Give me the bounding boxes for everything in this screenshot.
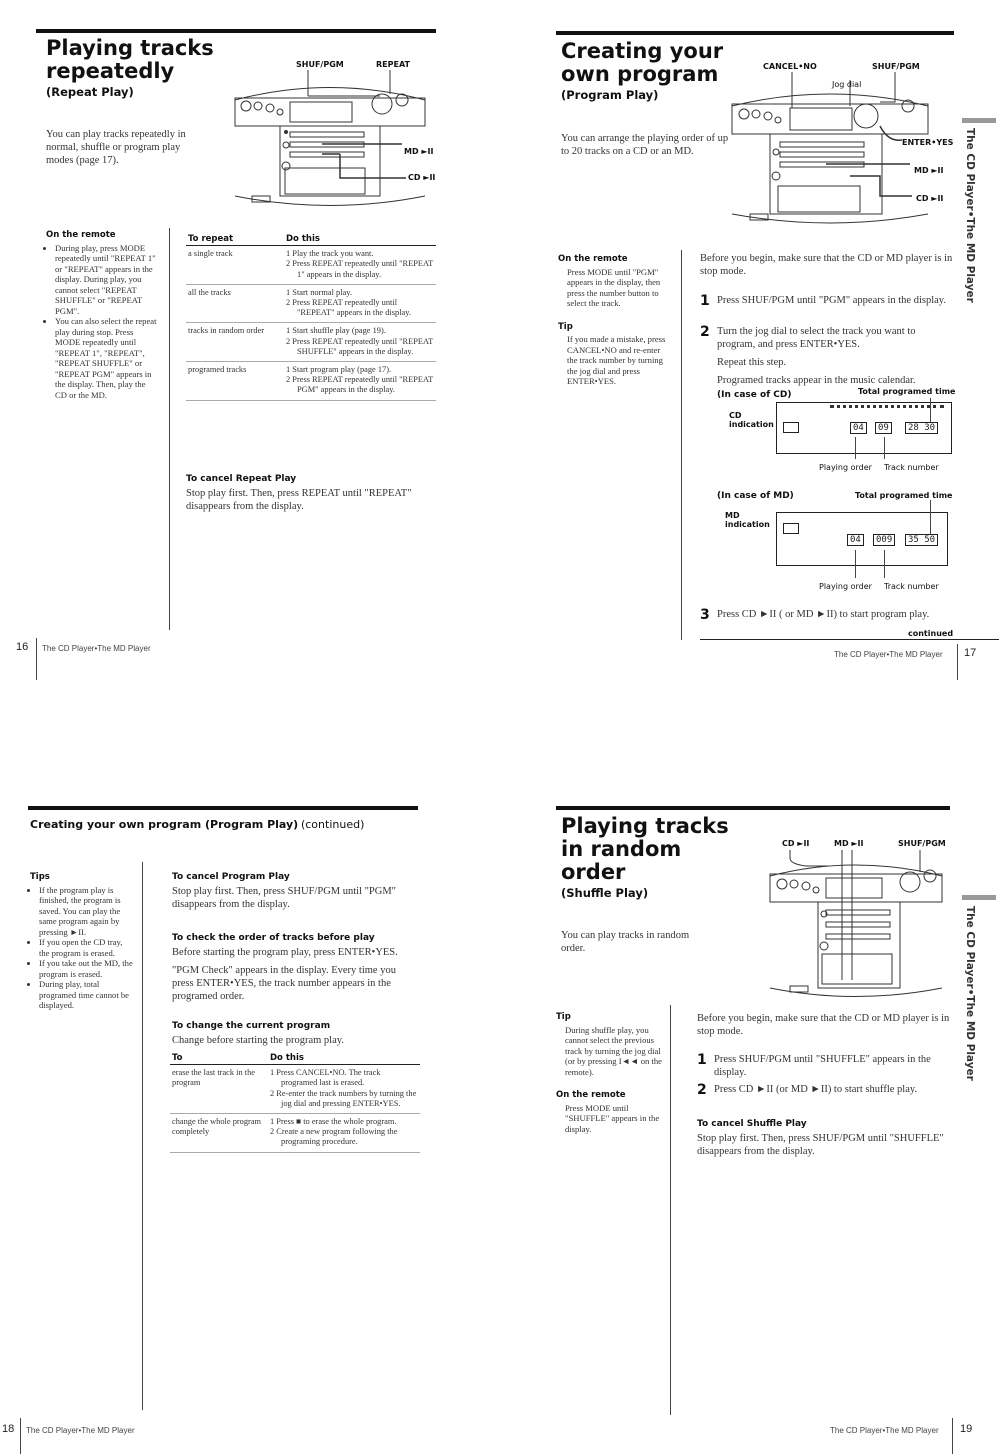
p17-step-number: 1	[700, 293, 710, 309]
p16-row-to: tracks in random order	[186, 323, 284, 362]
p17-md-playing-order: Playing order	[819, 582, 872, 591]
p19-side-tab: The CD Player•The MD Player	[964, 906, 976, 1081]
p17-cd-track-pointer	[884, 437, 885, 459]
p17-step-3	[700, 608, 956, 621]
table-row	[170, 1114, 420, 1153]
p17-label-jog-dial: Jog dial	[832, 80, 862, 89]
table-row	[186, 284, 436, 323]
p16-device-illustration	[230, 70, 430, 220]
p16-label-repeat: REPEAT	[376, 60, 410, 69]
p17-before-text: Before you begin, make sure that the CD or MD player is in stop mode.	[700, 253, 953, 277]
p19-cancel-heading: To cancel Shuffle Play	[697, 1119, 807, 1129]
p18-row-to: erase the last track in the program	[170, 1065, 268, 1114]
p16-label-shuf-pgm: SHUF/PGM	[296, 60, 344, 69]
p19-step-2	[697, 1083, 953, 1096]
p18-heading	[30, 818, 364, 831]
p18-tips	[30, 872, 134, 1011]
p19-tip-note	[556, 1012, 666, 1134]
p17-md-track-lcd: 009	[873, 534, 895, 546]
p17-repeat-step: Repeat this step.	[717, 357, 787, 368]
p18-check-section	[172, 933, 420, 1003]
p17-title-line2: own program	[561, 62, 719, 86]
p18-tip: • If the program play is finished, the program is saved. You can play the same program again by pressing ►II.	[39, 885, 134, 938]
p16-remote-note	[46, 230, 158, 400]
p17-title	[561, 40, 723, 102]
p18-page-number: 18	[2, 1423, 15, 1435]
p19-subtitle: (Shuffle Play)	[561, 886, 649, 900]
p19-title-line3: order	[561, 860, 626, 884]
p17-cd-time-lcd: 28 30	[905, 422, 938, 434]
p19-page-number: 19	[960, 1423, 973, 1435]
p16-row-to: programed tracks	[186, 362, 284, 401]
p17-continued-rule	[700, 639, 999, 640]
p17-title-line1: Creating your	[561, 39, 724, 63]
p16-title-line2: repeatedly	[46, 59, 175, 83]
p18-footer-rule	[20, 1418, 21, 1454]
p19-remote-text: Press MODE until "SHUFFLE" appears in the display.	[565, 1102, 660, 1134]
p17-md-case: (In case of MD)	[717, 491, 794, 501]
p18-check-text2: "PGM Check" appears in the display. Every time you press ENTER•YES, the track number appears in the programed order.	[172, 965, 396, 1002]
p17-cd-playing-order: Playing order	[819, 463, 872, 472]
p17-step-text: Press SHUF/PGM until "PGM" appears in the display.	[717, 295, 946, 306]
p16-column-divider	[169, 228, 170, 630]
p16-cancel-heading: To cancel Repeat Play	[186, 474, 297, 484]
p16-row-step: 1 Play the track you want.	[286, 249, 374, 259]
p18-cancel-text: Stop play first. Then, press SHUF/PGM until "PGM" disappears from the display.	[172, 886, 396, 910]
p17-md-total: Total programed time	[855, 491, 953, 500]
p17-programmed-note: Programed tracks appear in the music calendar.	[717, 375, 916, 386]
p16-footer-rule	[36, 638, 37, 680]
p18-table-header: To	[170, 1052, 268, 1065]
p19-tip-heading: Tip	[556, 1012, 571, 1022]
p17-label-enter-yes: ENTER•YES	[902, 138, 954, 147]
p18-change-heading: To change the current program	[172, 1021, 331, 1031]
p17-page-number: 17	[964, 647, 977, 659]
p17-side-tab: The CD Player•The MD Player	[964, 128, 976, 303]
p17-md-indication: MD indication	[725, 511, 770, 529]
p17-label-cd: CD ►II	[916, 194, 944, 203]
p17-label-md: MD ►II	[914, 166, 944, 175]
p16-table-header: To repeat	[186, 233, 284, 246]
p18-heading-text: Creating your own program (Program Play)	[30, 818, 299, 831]
p18-cancel-heading: To cancel Program Play	[172, 872, 290, 882]
p16-label-cd: CD ►II	[408, 173, 436, 182]
p19-step-1	[697, 1053, 953, 1079]
p17-footer-rule	[957, 644, 958, 680]
p19-step-text: Press SHUF/PGM until "SHUFFLE" appears in the display.	[714, 1054, 931, 1078]
p19-title-line1: Playing tracks	[561, 814, 729, 838]
p19-step-number: 1	[697, 1052, 707, 1068]
p16-cancel-text: Stop play first. Then, press REPEAT until "REPEAT" disappears from the display.	[186, 488, 412, 512]
p18-heading-cont: (continued)	[300, 818, 365, 831]
p17-md-order-lcd: 04	[847, 534, 864, 546]
p17-cd-total: Total programed time	[858, 387, 956, 396]
p17-intro: You can arrange the playing order of up to 20 tracks on a CD or an MD.	[561, 133, 729, 157]
p18-check-text1: Before starting the program play, press ENTER•YES.	[172, 947, 398, 958]
p19-footer: The CD Player•The MD Player	[830, 1426, 939, 1435]
p16-remote-heading: On the remote	[46, 230, 116, 240]
p16-row-step: 1 Start program play (page 17).	[286, 365, 392, 375]
p18-tip: • If you open the CD tray, the program is erased.	[39, 937, 134, 958]
p19-device-illustration	[760, 850, 950, 1000]
p16-intro: You can play tracks repeatedly in normal, shuffle or program play modes (page 17).	[46, 129, 186, 166]
p17-step-text: Turn the jog dial to select the track you want to program, and press ENTER•YES.	[717, 326, 916, 350]
p19-title	[561, 815, 729, 900]
p19-column-divider	[670, 1005, 671, 1415]
p19-label-cd: CD ►II	[782, 839, 810, 848]
p19-step-number: 2	[697, 1082, 707, 1098]
p18-footer: The CD Player•The MD Player	[26, 1426, 135, 1435]
p17-md-icon	[783, 523, 799, 534]
p17-cd-indication: CD indication	[729, 411, 774, 429]
p19-label-shuf-pgm: SHUF/PGM	[898, 839, 946, 848]
p17-cd-order-pointer	[855, 437, 856, 459]
p17-label-cancel-no: CANCEL•NO	[763, 62, 817, 71]
p18-tip: • During play, total programed time cannot be displayed.	[39, 979, 134, 1011]
p19-cancel-section	[697, 1119, 953, 1158]
p18-row-step: 2 Re-enter the track numbers by turning the jog dial and pressing ENTER•YES.	[270, 1088, 417, 1108]
p19-side-tab-marker	[962, 895, 996, 900]
p19-footer-rule	[952, 1418, 953, 1454]
p17-md-total-pointer	[930, 500, 931, 534]
p17-cd-calendar-dots	[830, 405, 944, 408]
p17-md-order-pointer	[855, 550, 856, 578]
p18-table-header: Do this	[268, 1052, 420, 1065]
p17-footer: The CD Player•The MD Player	[834, 650, 943, 659]
p18-change-section	[172, 1021, 420, 1047]
p17-md-track-pointer	[884, 550, 885, 578]
p17-step-2	[700, 325, 956, 387]
p17-step-number: 3	[700, 607, 710, 623]
p17-cd-icon	[783, 422, 799, 433]
p16-page-number: 16	[16, 641, 29, 653]
p16-top-rule	[36, 29, 436, 33]
p17-tip-text: If you made a mistake, press CANCEL•NO and re-enter the track number by turning the jog dial and press ENTER•YES.	[567, 334, 666, 386]
p19-intro: You can play tracks in random order.	[561, 930, 690, 954]
p16-row-step: 2 Press REPEAT repeatedly until "REPEAT SHUFFLE" appears in the display.	[286, 336, 434, 356]
table-row	[186, 362, 436, 401]
p18-change-table	[170, 1052, 420, 1153]
p17-cd-order-lcd: 04	[850, 422, 867, 434]
p18-tip: • If you take out the MD, the program is erased.	[39, 958, 134, 979]
p16-title	[46, 37, 214, 99]
p16-row-step: 2 Press REPEAT repeatedly until "REPEAT" appears in the display.	[286, 298, 411, 318]
p18-row-step: 1 Press ■ to erase the whole program.	[270, 1117, 397, 1127]
p19-title-line2: in random	[561, 837, 682, 861]
p17-subtitle: (Program Play)	[561, 88, 659, 102]
p16-row-step: 1 Start shuffle play (page 19).	[286, 326, 386, 336]
p18-row-step: 1 Press CANCEL•NO. The track programed last is erased.	[270, 1068, 381, 1088]
p17-label-shuf-pgm: SHUF/PGM	[872, 62, 920, 71]
p18-top-rule	[28, 806, 418, 810]
p16-title-line1: Playing tracks	[46, 36, 214, 60]
p17-side-tab-marker	[962, 118, 996, 123]
p16-row-step: 2 Press REPEAT repeatedly until "REPEAT PGM" appears in the display.	[286, 375, 434, 395]
p16-table-header: Do this	[284, 233, 436, 246]
p18-cancel-section	[172, 872, 420, 911]
p16-label-md: MD ►II	[404, 147, 434, 156]
p17-md-time-lcd: 35 50	[905, 534, 938, 546]
p17-step-1	[700, 294, 956, 307]
p17-step-text: Press CD ►II ( or MD ►II) to start program play.	[717, 609, 930, 620]
p16-remote-bullet: • You can also select the repeat play during stop. Press MODE repeatedly until "REPEAT 1", "REPEAT", "REPEAT SHUFFLE" or "REPEAT PGM" appears in the display. Then, play the CD or the MD.	[55, 316, 158, 400]
p19-remote-heading: On the remote	[556, 1090, 626, 1100]
table-row	[186, 246, 436, 285]
p17-remote-text: Press MODE until "PGM" appears in the display, then press the number button to select the track.	[567, 266, 661, 308]
p19-tip-text: During shuffle play, you cannot select the previous track by turning the jog dial (or by pressing I◄◄ on the remote).	[565, 1024, 662, 1077]
p17-cd-case: (In case of CD)	[717, 390, 792, 400]
p16-repeat-table	[186, 233, 436, 401]
p19-top-rule	[556, 806, 950, 810]
p16-footer: The CD Player•The MD Player	[42, 644, 151, 653]
table-row	[170, 1065, 420, 1114]
p19-step-text: Press CD ►II (or MD ►II) to start shuffle play.	[714, 1084, 918, 1095]
p17-md-track-number: Track number	[884, 582, 939, 591]
p16-row-to: all the tracks	[186, 284, 284, 323]
p17-cd-track-lcd: 09	[875, 422, 892, 434]
p19-cancel-text: Stop play first. Then, press SHUF/PGM until "SHUFFLE" disappears from the display.	[697, 1133, 944, 1157]
p18-check-heading: To check the order of tracks before play	[172, 933, 375, 943]
p18-row-step: 2 Create a new program following the programing procedure.	[270, 1127, 398, 1147]
p17-remote-heading: On the remote	[558, 254, 628, 264]
p17-top-rule	[556, 31, 954, 35]
p18-row-to: change the whole program completely	[170, 1114, 268, 1153]
p17-cd-total-pointer	[930, 398, 931, 422]
p16-row-step: 1 Start normal play.	[286, 287, 352, 297]
p18-tips-heading: Tips	[30, 872, 50, 882]
p17-cd-track-number: Track number	[884, 463, 939, 472]
p17-tip-heading: Tip	[558, 321, 573, 332]
p19-label-md: MD ►II	[834, 839, 864, 848]
p19-before-text: Before you begin, make sure that the CD or MD player is in stop mode.	[697, 1013, 950, 1037]
p16-remote-bullet: • During play, press MODE repeatedly until "REPEAT 1" or "REPEAT" appears in the display. During play, you cannot select "REPEAT SHUFFLE" or "REPEAT PGM".	[55, 243, 158, 317]
p17-step-number: 2	[700, 324, 710, 340]
p16-subtitle: (Repeat Play)	[46, 85, 134, 99]
p17-remote-note	[558, 254, 670, 387]
p17-device-illustration	[730, 72, 930, 232]
p17-column-divider	[681, 250, 682, 640]
p18-change-text: Change before starting the program play.	[172, 1035, 344, 1046]
p17-continued: continued	[908, 629, 954, 638]
p16-row-to: a single track	[186, 246, 284, 285]
p16-cancel-section	[186, 474, 436, 513]
p16-row-step: 2 Press REPEAT repeatedly until "REPEAT 1" appears in the display.	[286, 259, 434, 279]
p18-column-divider	[142, 862, 143, 1410]
table-row	[186, 323, 436, 362]
